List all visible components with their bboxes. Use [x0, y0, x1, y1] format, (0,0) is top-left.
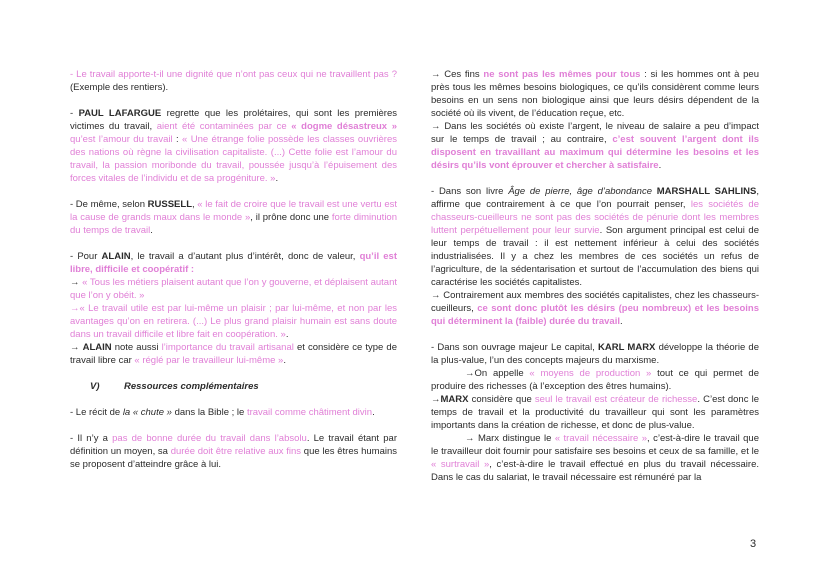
body-text: : si les hommes ont à peu près tous les mêmes besoins biologiques, ce qu’ils considèrent comme leurs besoins en un sens non biologique ainsi que leurs désirs dépendent de la société où ils vivent, de l’éducation reçue, etc. [431, 69, 759, 119]
highlight-text: « surtravail » [431, 459, 490, 470]
paragraph-travail-necessaire [431, 432, 759, 484]
arrow-icon: → [431, 394, 441, 405]
paragraph-chasseurs [431, 289, 759, 328]
body-text: Ces fins [440, 69, 484, 80]
paragraph-dignity-question [70, 68, 397, 94]
paragraph-russell [70, 198, 397, 237]
paragraph-moyens-production [431, 367, 759, 393]
arrow-icon: → [431, 121, 441, 132]
highlight-bold-text: c’est souvent l’argent dont ils disposent en travaillant au maximum qui détermine les besoins et les désirs qu’ils vont éprouver et chercher à satisfaire [431, 134, 759, 171]
body-text: regrette que les prolétaires, qui sont les premières victimes du travail, [70, 108, 398, 132]
author-name: RUSSELL [147, 199, 192, 210]
highlight-text: les sociétés de chasseurs-cueilleurs ne sont pas des sociétés de pénurie dont les membres luttent perpétuellement pour leur survie [431, 199, 759, 236]
highlight-bold-text: « dogme désastreux » [291, 121, 397, 132]
page-number: 3 [750, 538, 757, 550]
body-text: . [275, 173, 279, 184]
highlight-text: durée doit être relative aux fins [170, 446, 302, 457]
left-column [70, 68, 397, 471]
body-text: . [658, 160, 662, 171]
body-text: note aussi [111, 342, 162, 353]
author-name: ALAIN [82, 342, 112, 353]
author-name: KARL MARX [598, 342, 656, 353]
highlight-text: pas de bonne durée du travail dans l’absolu [112, 433, 307, 444]
highlight-text: - Le travail apporte-t-il une dignité que n’ont pas ceux qui ne travaillent pas ? [70, 69, 397, 80]
paragraph-marx-richesse [431, 393, 759, 432]
highlight-bold-text: ce sont donc plutôt les désirs (peu nombreux) et les besoins qui déterminent la (faible) durée du travail [431, 303, 759, 327]
body-text: , affirme que contrairement à ce que l’on pourrait penser, [431, 186, 760, 210]
body-text: (Exemple des rentiers). [70, 82, 169, 93]
highlight-text: forte diminution du temps de travail [70, 212, 397, 236]
body-text: . [372, 407, 375, 418]
paragraph-argent [431, 120, 759, 172]
arrow-icon: → [70, 303, 80, 314]
arrow-icon: → [70, 277, 80, 288]
paragraph-alain-quote-1 [70, 276, 397, 302]
body-text: . [283, 355, 286, 366]
paragraph-duree [70, 432, 397, 471]
right-column [431, 68, 759, 484]
paragraph-chute [70, 406, 397, 419]
body-text: Contrairement aux membres des sociétés capitalistes, chez les chasseurs-cueilleurs, [431, 290, 759, 314]
section-title: Ressources complémentaires [124, 381, 259, 392]
author-name: ALAIN [101, 251, 131, 262]
body-text: , le travail a d’autant plus d’intérêt, donc de valeur, [130, 251, 360, 262]
body-text: - De même, selon [70, 199, 148, 210]
paragraph-lafargue [70, 107, 397, 185]
arrow-icon: → [465, 368, 475, 379]
body-text: . Le travail étant par définition un moyen, sa [70, 433, 397, 457]
body-text: Dans les sociétés où existe l’argent, le niveau de salaire a peu d’impact sur le temps de travail ; au contraire, [431, 121, 759, 145]
body-text: - Dans son livre [431, 186, 509, 197]
section-heading [70, 380, 397, 393]
body-text: . Son argument principal est celui de leur temps de travail : il est nettement inférieur à celui des sociétés industrialisées. Il y a chez les membres de ces sociétés un refus de l’agriculture, de la sédentarisation et surtout de l’accumulation des biens qui caractérise les sociétés capitalistes. [431, 225, 760, 288]
quote-text: « Tous les métiers plaisent autant que l’on y gouverne, et déplaisent autant que l’on y obéit. » [70, 277, 397, 301]
body-text: - Dans son ouvrage majeur Le capital, [431, 342, 599, 353]
highlight-text: seul le travail est créateur de richesse [534, 394, 698, 405]
body-text: - Le récit de [70, 407, 123, 418]
body-text: Marx distingue le [474, 433, 555, 444]
body-text: - [70, 108, 79, 119]
paragraph-sahlins [431, 185, 759, 289]
arrow-icon: → [70, 342, 80, 353]
body-text: . [150, 225, 153, 236]
author-name: PAUL LAFARGUE [78, 108, 162, 119]
highlight-text: l’importance du travail artisanal [161, 342, 294, 353]
body-text: et considère ce type de travail libre car [70, 342, 397, 366]
arrow-icon: → [465, 433, 475, 444]
highlight-text: « moyens de production » [529, 368, 652, 379]
body-text: , c’est-à-dire le travail effectué en plus du travail nécessaire. Dans le cas du salariat, le travail nécessaire est rémunéré par la [431, 459, 759, 483]
highlight-text: travail comme châtiment divin [246, 407, 373, 418]
body-text: que les êtres humains se proposent d’atteindre grâce à lui. [70, 446, 397, 470]
body-text: dans la Bible ; le [171, 407, 247, 418]
quote-text: « le fait de croire que le travail est une vertu est la cause de grands maux dans le monde » [70, 199, 398, 223]
body-text: On appelle [474, 368, 530, 379]
body-text: - Il n’y a [70, 433, 113, 444]
paragraph-alain-artisanal [70, 341, 397, 367]
body-text: . [285, 329, 289, 340]
section-number: V) [90, 381, 100, 392]
body-text: : [172, 134, 183, 145]
highlight-text: aient été contaminées par ce [156, 121, 292, 132]
body-text: tout ce qui permet de produire des richesses (à l’exception des êtres humains). [431, 368, 759, 392]
book-title: Âge de pierre, âge d’abondance [508, 186, 652, 197]
paragraph-alain-quote-2 [70, 302, 397, 341]
body-text: , c’est-à-dire le travail que le travailleur doit fournir pour satisfaire ses besoins et ceux de sa famille, et le [431, 433, 759, 457]
body-text: considère que [468, 394, 535, 405]
author-name: MARSHALL SAHLINS [651, 186, 757, 197]
body-text: développe la théorie de la plus-value, l’un des concepts majeurs du marxisme. [431, 342, 759, 366]
author-name: MARX [440, 394, 469, 405]
body-text: - Pour [70, 251, 102, 262]
arrow-icon: → [431, 290, 441, 301]
paragraph-fins [431, 68, 759, 120]
body-text: , il prône donc une [250, 212, 332, 223]
highlight-text: « travail nécessaire » [554, 433, 647, 444]
highlight-text: qu’est l’amour du travail [70, 134, 173, 145]
arrow-icon: → [431, 69, 441, 80]
body-text: . [619, 316, 623, 327]
paragraph-alain [70, 250, 397, 276]
body-text: . C’est donc le temps de travail et la productivité du travailleur qui sont les paramètres importants dans la création de richesse, et donc de plus-value. [431, 394, 759, 431]
highlight-bold-text: ne sont pas les mêmes pour tous [483, 69, 641, 80]
paragraph-marx [431, 341, 759, 367]
italic-text: la « chute » [122, 407, 172, 418]
highlight-bold-text: qu’il est libre, difficile et coopératif : [70, 251, 397, 275]
quote-text: « Une étrange folie possède les classes ouvrières des nations où règne la civilisation capitaliste. (...) Cette folie est l’amour du travail, la passion moribonde du travail, poussée jusqu’à l’épuisement des forces vitales de l’individu et de sa progéniture. » [70, 134, 397, 184]
quote-text: « réglé par le travailleur lui-même » [134, 355, 284, 366]
body-text: , [192, 199, 198, 210]
quote-text: « Le travail utile est par lui-même un plaisir ; par lui-même, et non par les avantages qu’on en retirera. (...) Le plus grand plaisir humain est sans doute dans un travail difficile et libre fait en coopération. » [70, 303, 397, 340]
